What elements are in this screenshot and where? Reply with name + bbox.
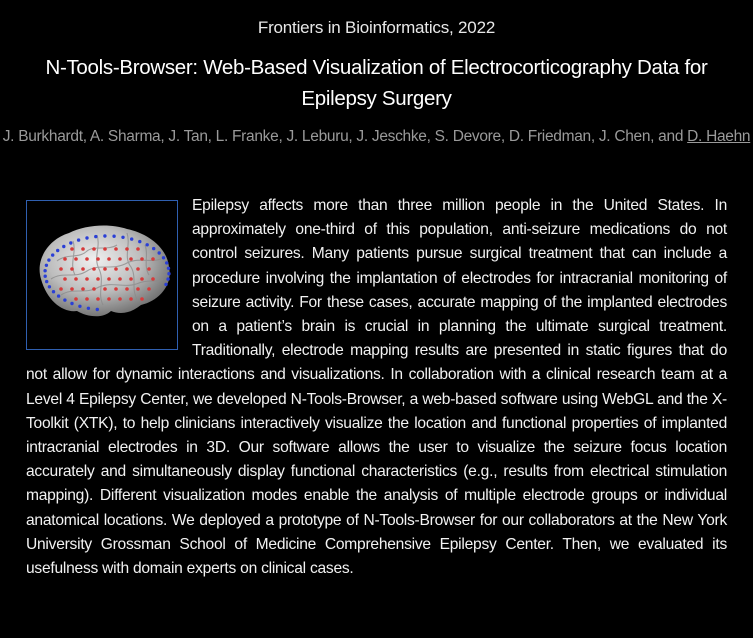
electrode-dot (129, 277, 133, 281)
electrode-dot (130, 237, 133, 240)
electrode-dot (70, 302, 73, 305)
paper-title: N-Tools-Browser: Web-Based Visualization of Electrocorticography Data for Epilepsy Surgery (45, 56, 708, 110)
electrode-dot (51, 253, 54, 256)
electrode-dot (136, 247, 140, 251)
electrode-dot (59, 287, 63, 291)
electrode-dot (57, 294, 60, 297)
electrode-dot (63, 277, 67, 281)
abstract-paragraph (26, 194, 727, 581)
electrode-dot (136, 287, 140, 291)
electrode-dot (78, 305, 81, 308)
electrode-dot (96, 257, 100, 261)
electrode-dot (85, 297, 89, 301)
electrode-dot (112, 235, 115, 238)
electrode-dot (129, 297, 133, 301)
electrode-dot (92, 267, 96, 271)
electrode-dot (48, 285, 51, 288)
electrode-dot (151, 277, 155, 281)
electrode-dot (164, 283, 167, 286)
electrode-dot (158, 251, 161, 254)
electrode-dot (125, 247, 129, 251)
electrode-dot (74, 297, 78, 301)
electrode-dot (152, 247, 155, 250)
electrode-dot (63, 257, 67, 261)
electrode-dot (118, 277, 122, 281)
electrode-dot (118, 297, 122, 301)
electrode-dot (85, 236, 88, 239)
electrode-dot (81, 267, 85, 271)
electrode-dot (103, 287, 107, 291)
electrode-dot (129, 257, 133, 261)
electrode-dot (103, 267, 107, 271)
electrode-dot (107, 297, 111, 301)
electrode-dot (62, 245, 65, 248)
electrode-dot (81, 287, 85, 291)
electrode-dot (140, 257, 144, 261)
brain-electrode-render-icon (27, 201, 177, 349)
electrode-dot (136, 267, 140, 271)
electrode-dot (56, 249, 59, 252)
author-list (0, 128, 753, 146)
electrode-dot (45, 264, 48, 267)
electrode-dot (165, 261, 168, 264)
electrode-dot (92, 287, 96, 291)
electrode-dot (125, 267, 129, 271)
electrode-dot (77, 238, 80, 241)
electrode-dot (81, 247, 85, 251)
brain-shape (40, 226, 170, 317)
electrode-dot (147, 287, 151, 291)
electrode-dot (69, 241, 72, 244)
electrode-dot (44, 275, 47, 278)
electrode-dot (70, 267, 74, 271)
electrode-dot (74, 257, 78, 261)
electrode-dot (43, 269, 46, 272)
abstract-text: Epilepsy affects more than three million people in the United States. In approximately one-third of this population, anti-seizure medications do not control seizures. Many patients pursue surgical treatment that can include a procedure involving the implantation of electrodes for intracranial monitoring of seizure activity. For these cases, accurate mapping of the implanted electrodes on a patient’s brain is crucial in planning the ultimate surgical treatment. Traditionally, electrode mapping results are presented in static figures that do not allow for dynamic interactions and visualizations. In collaboration with a clinical research team at a Level 4 Epilepsy Center, we developed N-Tools-Browser, a web-based software using WebGL and the X-Toolkit (XTK), to help clinicians interactively visualize the location and functional properties of implanted intracranial electrodes in 3D. Our software allows the user to visualize the seizure focus location accurately and simultaneously display functional characteristics (e.g., results from electrical stimulation mapping). Different visualization modes enable the analysis of multiple electrode groups or individual anatomical locations. We deployed a prototype of N-Tools-Browser for our collaborators at the New York University Grossman School of Medicine Comprehensive Epilepsy Center. Then, we evaluated its usefulness with domain experts on clinical cases. (26, 197, 727, 578)
electrode-dot (96, 308, 99, 311)
electrode-dot (59, 267, 63, 271)
electrode-dot (114, 247, 118, 251)
electrode-dot (70, 247, 74, 251)
electrode-dot (114, 287, 118, 291)
electrode-dot (146, 243, 149, 246)
electrode-dot (147, 267, 151, 271)
electrode-dot (85, 257, 89, 261)
electrode-dot (94, 235, 97, 238)
author-link[interactable]: D. Haehn (687, 128, 751, 145)
electrode-dot (121, 236, 124, 239)
electrode-dot (138, 240, 141, 243)
electrode-dot (45, 280, 48, 283)
electrode-dot (74, 277, 78, 281)
electrode-dot (85, 277, 89, 281)
electrode-dot (107, 257, 111, 261)
paper-thumbnail[interactable] (26, 200, 178, 350)
electrode-dot (92, 247, 96, 251)
electrode-dot (114, 267, 118, 271)
electrode-dot (96, 297, 100, 301)
authors-text: J. Burkhardt, A. Sharma, J. Tan, L. Franke, J. Leburu, J. Jeschke, S. Devore, D. Friedman, J. Chen, and (2, 128, 688, 145)
electrode-dot (151, 257, 155, 261)
electrode-dot (107, 277, 111, 281)
venue-line: Frontiers in Bioinformatics, 2022 (257, 18, 496, 37)
electrode-dot (70, 287, 74, 291)
electrode-dot (63, 298, 66, 301)
electrode-dot (96, 277, 100, 281)
electrode-dot (103, 234, 106, 237)
electrode-dot (167, 272, 170, 275)
electrode-dot (87, 307, 90, 310)
electrode-dot (118, 257, 122, 261)
electrode-dot (103, 247, 107, 251)
electrode-dot (140, 277, 144, 281)
electrode-dot (52, 290, 55, 293)
electrode-dot (47, 258, 50, 261)
electrode-dot (166, 277, 169, 280)
electrode-dot (125, 287, 129, 291)
electrode-dot (140, 297, 144, 301)
electrode-dot (167, 267, 170, 270)
electrode-dot (162, 256, 165, 259)
